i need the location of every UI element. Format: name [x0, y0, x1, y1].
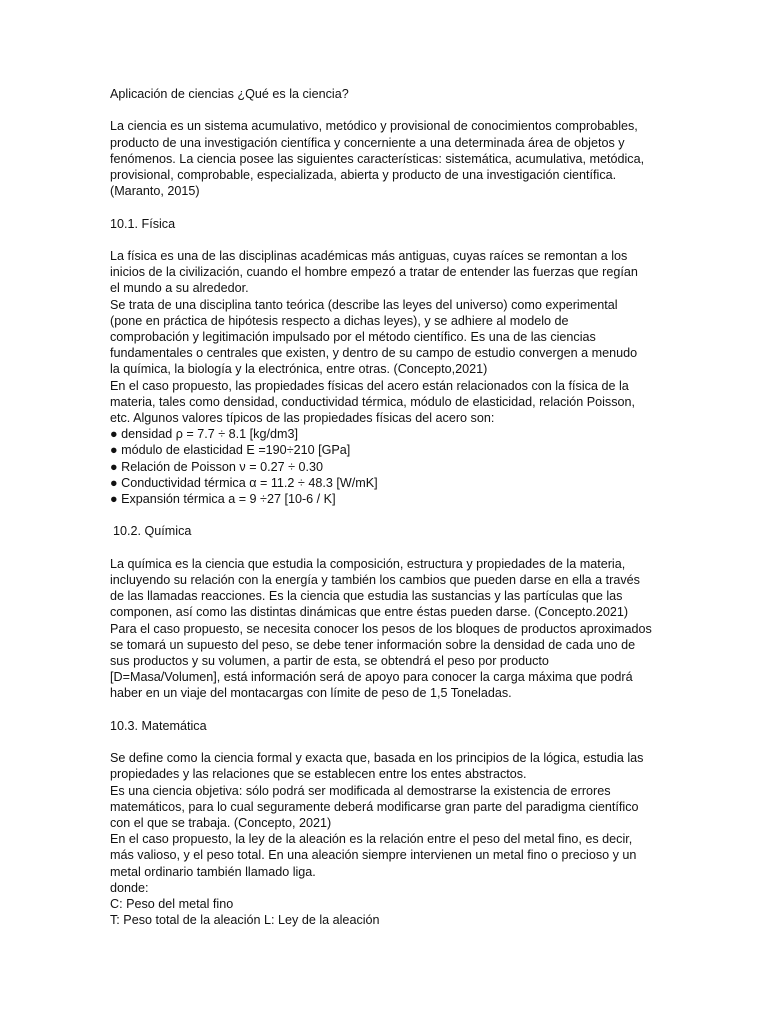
- matematica-line: Es una ciencia objetiva: sólo podrá ser modificada al demostrarse la existencia de errores: [110, 783, 611, 798]
- matematica-line: T: Peso total de la aleación L: Ley de la aleación: [110, 913, 380, 928]
- section-heading-fisica: [110, 216, 670, 232]
- bullet-item: ● Conductividad térmica α = 11.2 ÷ 48.3 [W/mK]: [110, 475, 378, 490]
- bullet-item: ● Expansión térmica a = 9 ÷27 [10-6 / K]: [110, 492, 336, 507]
- intro-line: provisional, comprobable, especializada, abierta y producto de una investigación científica.: [110, 168, 617, 182]
- fisica-line: En el caso propuesto, las propiedades físicas del acero están relacionados con la física de la: [110, 378, 629, 393]
- spacer: [110, 232, 670, 248]
- spacer: [110, 734, 670, 750]
- section-heading-quimica: [110, 523, 670, 539]
- spacer: [110, 540, 670, 556]
- quimica-body: [110, 556, 670, 702]
- matematica-line: En el caso propuesto, la ley de la aleación es la relación entre el peso del metal fino, es decir,: [110, 832, 633, 847]
- bullet-item: ● módulo de elasticidad E =190÷210 [GPa]: [110, 443, 351, 458]
- fisica-line: materia, tales como densidad, conductividad térmica, módulo de elasticidad, relación Poisson,: [110, 394, 636, 409]
- fisica-line: el mundo a su alrededor.: [110, 281, 249, 296]
- fisica-body: [110, 248, 670, 507]
- matematica-line: matemáticos, para lo cual seguramente deberá modificarse gran parte del paradigma científico: [110, 799, 639, 814]
- matematica-body: [110, 750, 670, 928]
- heading-text: 10.3. Matemática: [110, 718, 207, 733]
- matematica-line: más valioso, y el peso total. En una aleación siempre intervienen un metal fino o precioso y un: [110, 848, 637, 863]
- fisica-line: Se trata de una disciplina tanto teórica (describe las leyes del universo) como experimental: [110, 297, 618, 312]
- intro-line: fenómenos. La ciencia posee las siguientes características: sistemática, acumulativa, metódica,: [110, 151, 645, 166]
- intro-line: La ciencia es un sistema acumulativo, metódico y provisional de conocimientos comprobables,: [110, 119, 638, 134]
- intro-line: producto de una investigación científica y concerniente a una determinada área de objetos y: [110, 135, 625, 150]
- heading-text: 10.2. Química: [113, 524, 192, 539]
- fisica-line: etc. Algunos valores típicos de las propiedades físicas del acero son:: [110, 411, 495, 426]
- bullet-item: ● densidad ρ = 7.7 ÷ 8.1 [kg/dm3]: [110, 427, 298, 442]
- heading-text: 10.1. Física: [110, 216, 176, 231]
- title-text: Aplicación de ciencias ¿Qué es la ciencia?: [110, 87, 349, 101]
- intro-line: (Maranto, 2015): [110, 184, 200, 199]
- quimica-line: Para el caso propuesto, se necesita conocer los pesos de los bloques de productos aproximados: [110, 621, 652, 636]
- quimica-line: incluyendo su relación con la energía y también los cambios que pueden darse en ella a través: [110, 573, 640, 588]
- fisica-line: comprobación y legitimación impulsado por el método científico. Es una de las ciencias: [110, 330, 596, 344]
- fisica-line: (pone en práctica de hipótesis respecto a dichas leyes), y se adhiere al modelo de: [110, 313, 569, 328]
- matematica-line: metal ordinario también llamado liga.: [110, 864, 316, 879]
- matematica-line: Se define como la ciencia formal y exacta que, basada en los principios de la lógica, estudia las: [110, 751, 644, 766]
- spacer: [110, 102, 670, 118]
- spacer: [110, 199, 670, 215]
- spacer: [110, 702, 670, 718]
- quimica-line: sus productos y su volumen, a partir de esta, se obtendrá el peso por producto: [110, 654, 549, 669]
- quimica-line: haber en un viaje del montacargas con límite de peso de 1,5 Toneladas.: [110, 686, 512, 701]
- section-heading-matematica: [110, 718, 670, 734]
- quimica-line: [D=Masa/Volumen], está información será de apoyo para conocer la carga máxima que podrá: [110, 670, 633, 685]
- document-title: [110, 86, 670, 102]
- matematica-line: C: Peso del metal fino: [110, 897, 234, 912]
- intro-paragraph: [110, 118, 670, 199]
- fisica-line: la química, la biología y la electrónica, entre otras. (Concepto,2021): [110, 362, 488, 377]
- bullet-item: ● Relación de Poisson ν = 0.27 ÷ 0.30: [110, 459, 323, 474]
- matematica-line: con el que se trabaja. (Concepto, 2021): [110, 816, 332, 831]
- quimica-line: La química es la ciencia que estudia la composición, estructura y propiedades de la materia,: [110, 556, 626, 571]
- fisica-line: fundamentales o centrales que existen, y dentro de su campo de estudio convergen a menudo: [110, 346, 638, 361]
- matematica-line: propiedades y las relaciones que se establecen entre los entes abstractos.: [110, 767, 527, 782]
- document-page: [110, 86, 670, 928]
- matematica-line: donde:: [110, 880, 149, 895]
- quimica-line: componen, así como las distintas dinámicas que entre éstas pueden darse. (Concepto.2021): [110, 605, 629, 620]
- spacer: [110, 507, 670, 523]
- fisica-line: inicios de la civilización, cuando el hombre empezó a tratar de entender las fuerzas que regían: [110, 265, 638, 280]
- fisica-line: La física es una de las disciplinas académicas más antiguas, cuyas raíces se remontan a los: [110, 248, 628, 263]
- quimica-line: se tomará un supuesto del peso, se debe tener información sobre la densidad de cada uno de: [110, 637, 636, 652]
- quimica-line: de las llamadas reacciones. Es la ciencia que estudia las sustancias y las partículas que las: [110, 589, 623, 604]
